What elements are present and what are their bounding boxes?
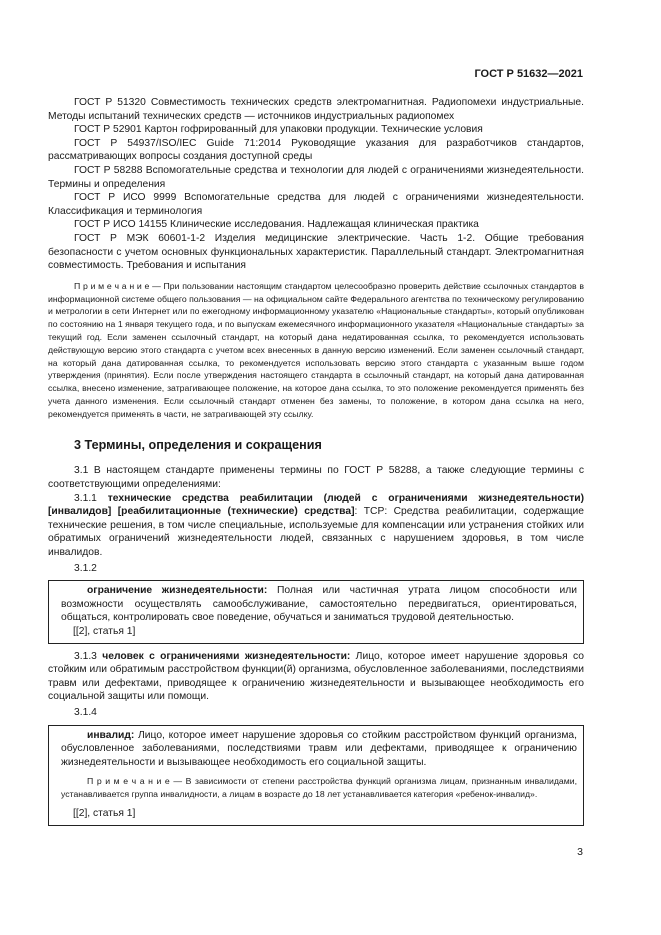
term-note [61, 775, 577, 801]
page-number: 3 [577, 846, 583, 858]
section-heading: 3 Термины, определения и сокращения [74, 438, 322, 453]
term-source: [[2], статья 1] [73, 626, 136, 638]
term-box-3-1-2 [48, 580, 584, 643]
reference-item: ГОСТ Р МЭК 60601-1-2 Изделия медицинские электрические. Часть 1-2. Общие требования безопасности с учетом основных функциональных характеристик. Параллельный стандарт. Электромагнитная совместимость. Требования и испытания [48, 232, 584, 272]
term-3-1-1 [48, 492, 584, 560]
reference-item: ГОСТ Р ИСО 14155 Клинические исследования. Надлежащая клиническая практика [74, 219, 479, 231]
reference-note [48, 280, 584, 421]
term-number: 3.1.1 [74, 492, 108, 504]
note-label: П р и м е ч а н и е [87, 776, 170, 787]
note-text: — При пользовании настоящим стандартом целесообразно проверить действие ссылочных стандартов в информационной системе общего пользования — на официальном сайте Федерального агентства по техническому регулированию и метрологии в сети Интернет или по ежегодному информационному указателю «Национальные стандарты», который опубликован по состоянию на 1 января текущего года, и по выпускам ежемесячного информационного указателя «Национальные стандарты» за текущий год. Если заменен ссылочный стандарт, на который дана недатированная ссылка, то рекомендуется использовать действующую версию этого стандарта с учетом всех внесенных в данную версию изменений. Если заменен ссылочный стандарт, на который дана датированная ссылка, то рекомендуется использовать версию этого стандарта с указанным выше годом утверждения (принятия). Если после утверждения настоящего стандарта в ссылочный стандарт, на который дана датированная ссылка, внесено изменение, затрагивающее положение, на которое дана ссылка, то это положение рекомендуется применять без учета данного изменения. Если ссылочный стандарт отменен без замены, то положение, в котором дана ссылка на него, рекомендуется применять в части, не затрагивающей эту ссылку. [48, 280, 584, 419]
term-definition: Полная или частичная утрата лицом способности или возможности осуществлять самообслуживание, самостоятельно передвигаться, ориентироваться, общаться, контролировать свое поведение, обучаться и заниматься трудовой деятельностью. [61, 585, 577, 624]
term-name: технические средства реабилитации (людей с ограничениями жизнедеятельности) [инвалидов] [реабилитационные (технические) средства] [48, 492, 584, 518]
term-number: 3.1.3 [74, 650, 103, 662]
note-text: — В зависимости от степени расстройства функций организма лицам, признанным инвалидами, устанавливается группа инвалидности, а лицам в возрасте до 18 лет устанавливается категория «ребенок-инвалид». [61, 776, 577, 800]
reference-item: ГОСТ Р ИСО 9999 Вспомогательные средства для людей с ограничениями жизнедеятельности. Классификация и терминология [48, 192, 584, 217]
reference-item: ГОСТ Р 51320 Совместимость технических средств электромагнитная. Радиопомехи индустриальные. Методы испытаний технических средств — источников индустриальных радиопомех [48, 97, 584, 122]
term-number-3-1-2: 3.1.2 [74, 562, 97, 574]
document-header: ГОСТ Р 51632—2021 [474, 68, 583, 80]
reference-item: ГОСТ Р 58288 Вспомогательные средства и технологии для людей с ограничениями жизнедеятельности. Термины и определения [48, 164, 584, 190]
term-name: человек с ограничениями жизнедеятельности: [102, 650, 351, 662]
page-content [48, 96, 584, 826]
term-3-1-2 [61, 584, 577, 625]
note-label: П р и м е ч а н и е [74, 280, 150, 291]
reference-item: ГОСТ Р 54937/ISO/IEC Guide 71:2014 Руководящие указания для разработчиков стандартов, рассматривающих вопросы создания доступной среды [48, 137, 584, 163]
term-source: [[2], статья 1] [73, 807, 136, 819]
term-number-3-1-4: 3.1.4 [74, 706, 97, 718]
term-name: ограничение жизнедеятельности: [87, 585, 268, 597]
term-3-1-3 [48, 650, 584, 704]
term-definition: : TCP: Средства реабилитации, содержащие технические решения, в том числе специальные, используемые для компенсации или устранения стойких или обратимых ограничений жизнедеятельности людей, связанных с нарушением здоровья, в том числе инвалидов. [48, 506, 584, 559]
term-definition: Лицо, которое имеет нарушение здоровья со стойким расстройством функций организма, обусловленное заболеваниями, последствиями травм или дефектами, приводящее к ограничению жизнедеятельности и вызывающее необходимость его социальной защиты. [61, 729, 577, 768]
reference-item: ГОСТ Р 52901 Картон гофрированный для упаковки продукции. Технические условия [74, 124, 483, 136]
term-3-1-4 [61, 729, 577, 770]
term-definition: Лицо, которое имеет нарушение здоровья со стойким или обратимым расстройством функции(й) организма, обусловленное заболеваниями, последствиями травм или дефектами, приводящее к ограничению жизнедеятельности и вызывающее необходимость его социальной защиты или помощи. [48, 650, 584, 703]
term-box-3-1-4 [48, 725, 584, 826]
paragraph-3-1: 3.1 В настоящем стандарте применены термины по ГОСТ Р 58288, а также следующие термины с соответствующими определениями: [48, 465, 584, 491]
term-name: инвалид: [87, 729, 135, 741]
